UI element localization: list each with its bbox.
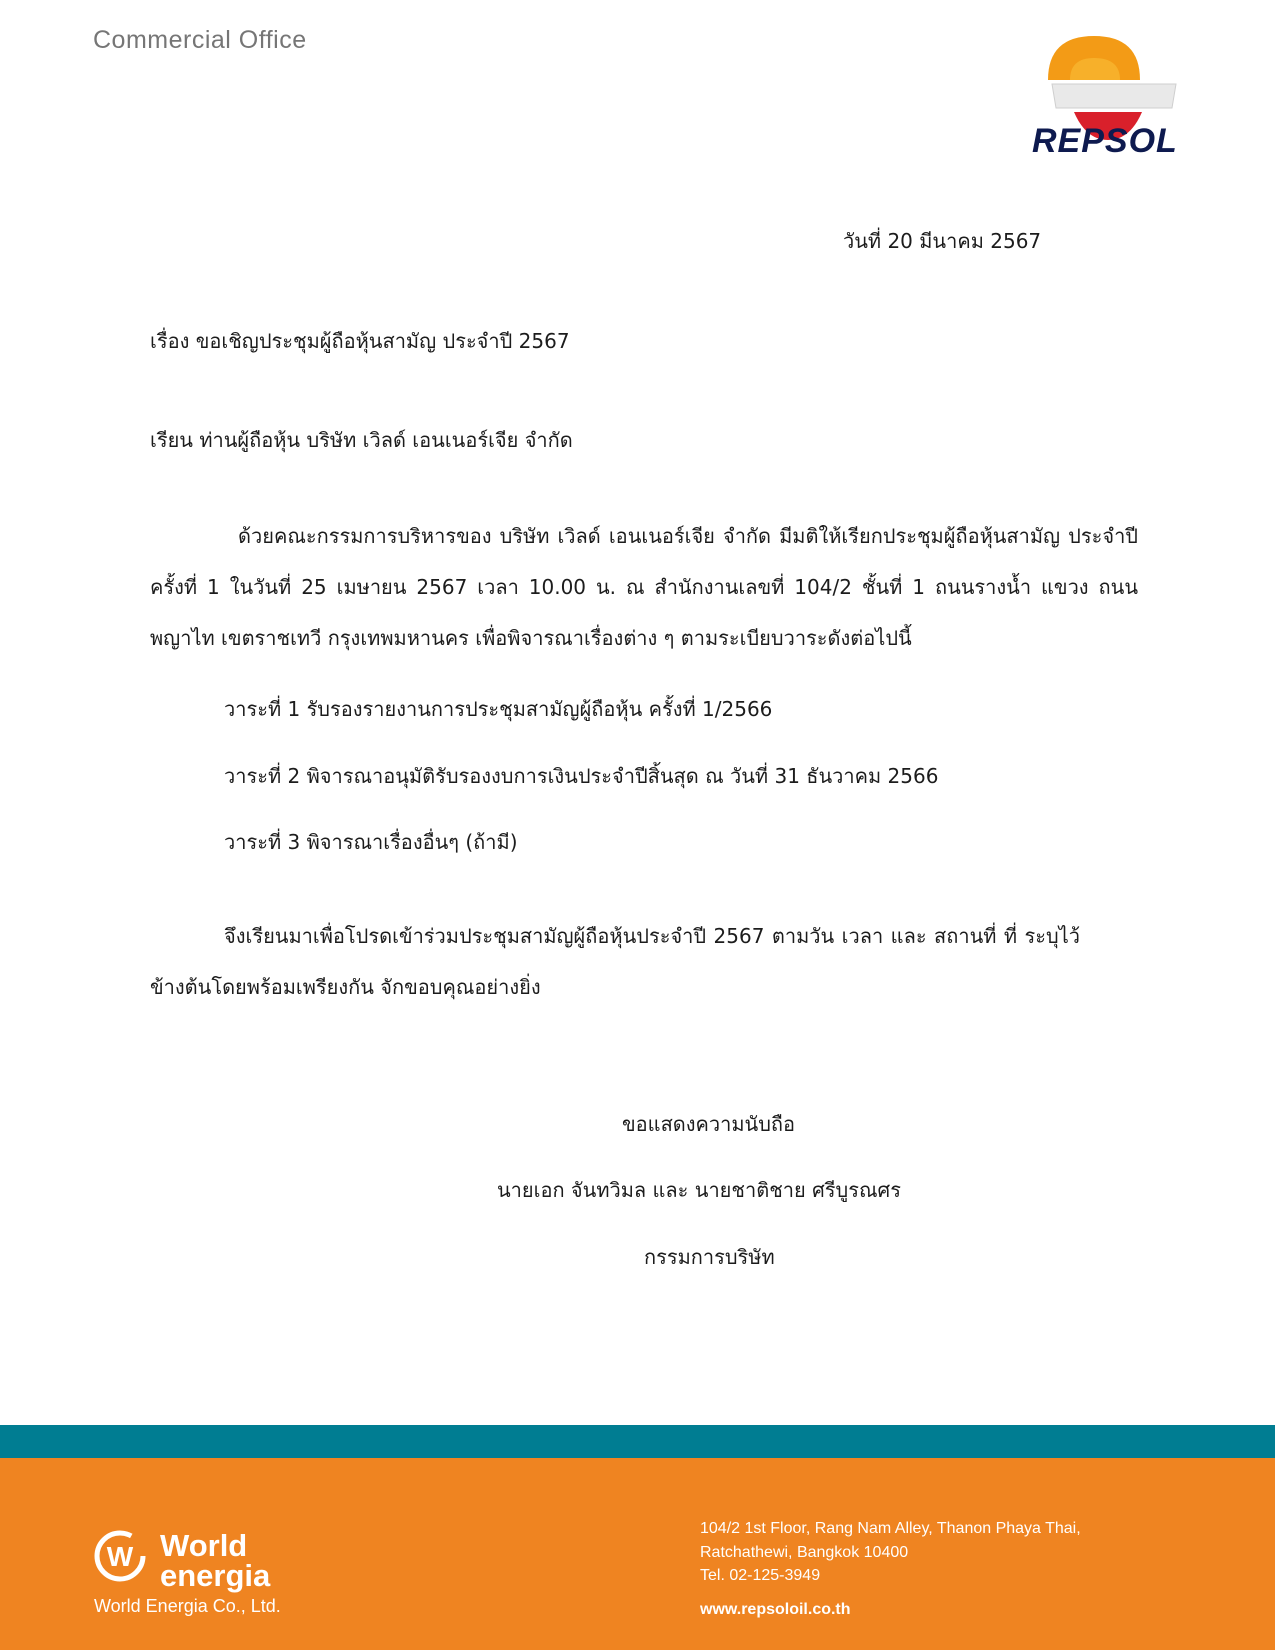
closing-paragraph: จึงเรียนมาเพื่อโปรดเข้าร่วมประชุมสามัญผู้ถือหุ้นประจำปี 2567 ตามวัน เวลา และ สถานที่ ที่ ระบุไว้ข้างต้นโดยพร้อมเพรียงกัน จักขอบคุณอย่างยิ่ง: [150, 924, 1080, 999]
office-label: Commercial Office: [93, 26, 307, 54]
agenda-item-3: วาระที่ 3 พิจารณาเรื่องอื่นๆ (ถ้ามี): [224, 830, 518, 854]
svg-text:W: W: [106, 1541, 134, 1572]
company-word-world: World: [160, 1528, 248, 1563]
agenda-item-2: วาระที่ 2 พิจารณาอนุมัติรับรองงบการเงินประจำปีสิ้นสุด ณ วันที่ 31 ธันวาคม 2566: [224, 764, 939, 788]
footer-teal-band: [0, 1425, 1275, 1458]
regards-text: ขอแสดงความนับถือ: [622, 1112, 796, 1136]
letter-subject: เรื่อง ขอเชิญประชุมผู้ถือหุ้นสามัญ ประจำปี 2567: [150, 329, 570, 353]
agenda-item-1: วาระที่ 1 รับรองรายงานการประชุมสามัญผู้ถือหุ้น ครั้งที่ 1/2566: [224, 697, 773, 721]
signatories: นายเอก จันทวิมล และ นายชาติชาย ศรีบูรณศร: [497, 1178, 901, 1202]
brand-name: REPSOL: [1032, 122, 1178, 160]
letter-salutation: เรียน ท่านผู้ถือหุ้น บริษัท เวิลด์ เอนเนอร์เจีย จำกัด: [150, 428, 573, 452]
body-paragraph: ด้วยคณะกรรมการบริหารของ บริษัท เวิลด์ เอนเนอร์เจีย จำกัด มีมติให้เรียกประชุมผู้ถือหุ้นสามัญ ประจำปี ครั้งที่ 1 ในวันที่ 25 เมษายน 2567 เวลา 10.00 น. ณ สำนักงานเลขที่ 104/2 ชั้นที่ 1 ถนนรางน้ำ แขวง ถนนพญาไท เขตราชเทวี กรุงเทพมหานคร เพื่อพิจารณาเรื่องต่าง ๆ ตามระเบียบวาระดังต่อไปนี้: [150, 524, 1138, 650]
company-word-energia: energia: [160, 1558, 271, 1593]
website-link[interactable]: www.repsoloil.co.th: [700, 1601, 851, 1618]
phone-number: Tel. 02-125-3949: [700, 1567, 821, 1584]
company-name: World Energia Co., Ltd.: [94, 1596, 281, 1616]
letter-date: วันที่ 20 มีนาคม 2567: [843, 229, 1042, 253]
signatory-title: กรรมการบริษัท: [644, 1245, 775, 1269]
address-line-1: 104/2 1st Floor, Rang Nam Alley, Thanon Phaya Thai,: [700, 1520, 1081, 1537]
address-line-2: Ratchathewi, Bangkok 10400: [700, 1544, 909, 1561]
world-energia-logo-icon: [93, 1520, 148, 1590]
